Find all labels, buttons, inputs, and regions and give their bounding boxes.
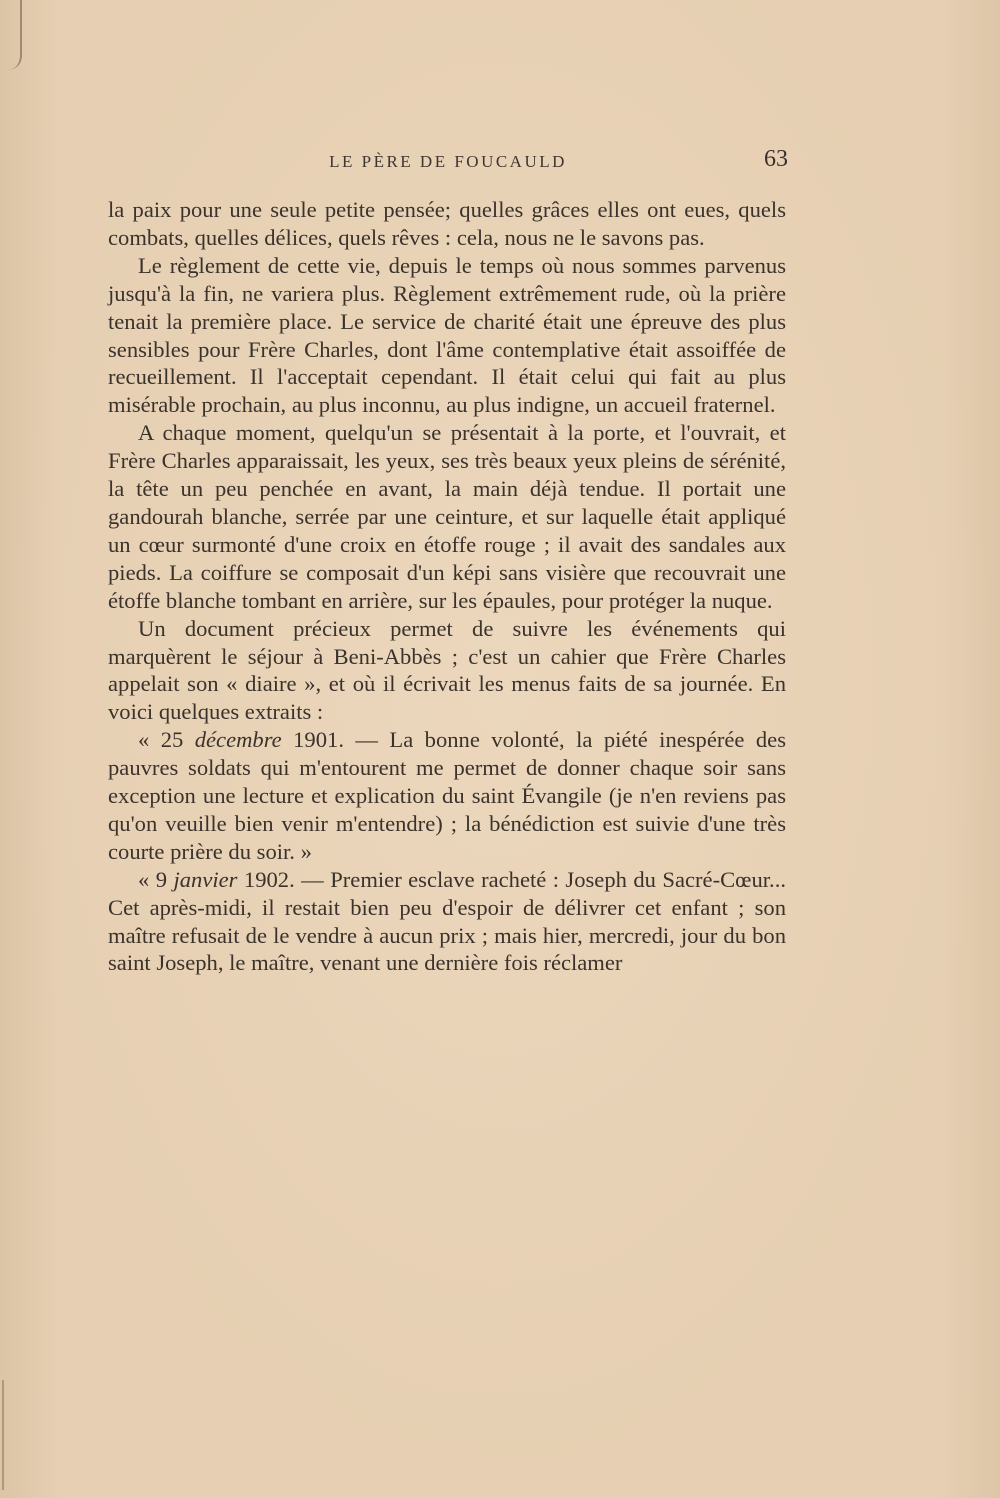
paragraph-extract-december [108,726,786,866]
extract-text: 1901. — La bonne volonté, la piété inespérée des pauvres soldats qui m'entourent me permet de donner chaque soir sans exception une lecture et explication du saint Évangile (je n'en reviens pas qu'on veuille bien venir m'entendre) ; la bénédiction est suivie d'une très courte prière du soir. » [108,727,786,864]
extract-text: 1902. — Premier esclave racheté : Joseph du Sacré-Cœur... Cet après-midi, il restait bien peu d'espoir de délivrer cet enfant ; son maître refusait de le vendre à aucun prix ; mais hier, mercredi, jour du bon saint Joseph, le maître, venant une dernière fois réclamer [108,866,786,976]
extract-date-month: décembre [194,727,282,753]
paragraph-continuation: la paix pour une seule petite pensée; quelles grâces elles ont eues, quels combats, quelles délices, quels rêves : cela, nous ne le savons pas. [108,197,786,250]
page-number: 63 [764,146,788,172]
extract-date-month: janvier [173,866,238,892]
extract-prefix: « 9 [138,866,174,892]
body-text [108,196,786,977]
page-edge-mark [2,1380,4,1490]
running-head [108,146,788,178]
paragraph-accueil: A chaque moment, quelqu'un se présentait à la porte, et l'ouvrait, et Frère Charles apparaissait, les yeux, ses très beaux yeux pleins de sérénité, la tête un peu penchée en avant, la main déjà tendue. Il portait une gandourah blanche, serrée par une ceinture, et sur laquelle était appliqué un cœur surmonté d'une croix en étoffe rouge ; il avait des sandales aux pieds. La coiffure se composait d'un képi sans visière que recouvrait une étoffe blanche tombant en arrière, sur les épaules, pour protéger la nuque. [108,420,786,613]
paragraph-extract-january [108,866,786,978]
extract-prefix: « 25 [138,727,195,753]
running-title: LE PÈRE DE FOUCAULD [329,152,567,171]
paragraph-document: Un document précieux permet de suivre les événements qui marquèrent le séjour à Beni-Abbès ; c'est un cahier que Frère Charles appelait son « diaire », et où il écrivait les menus faits de sa journée. En voici quelques extraits : [108,615,786,725]
binding-mark [0,0,22,70]
paragraph-reglement: Le règlement de cette vie, depuis le temps où nous sommes parvenus jusqu'à la fin, ne variera plus. Règlement extrêmement rude, où la prière tenait la première place. Le service de charité était une épreuve des plus sensibles pour Frère Charles, dont l'âme contemplative était assoiffée de recueillement. Il l'acceptait cependant. Il était celui qui fait au plus misérable prochain, au plus inconnu, au plus indigne, un accueil fraternel. [108,252,786,418]
